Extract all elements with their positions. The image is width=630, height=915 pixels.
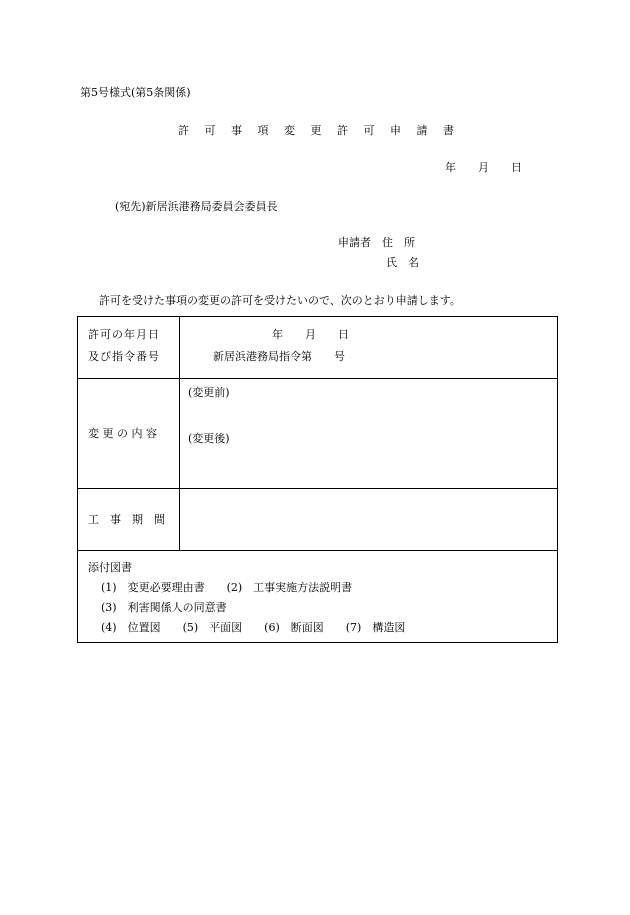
- document-title: 許 可 事 項 変 更 許 可 申 請 書: [178, 124, 460, 137]
- application-date: 年 月 日: [445, 161, 522, 174]
- attachments-line: (1) 変更必要理由書 (2) 工事実施方法説明書: [101, 581, 353, 594]
- form-number: 第5号様式(第5条関係): [80, 86, 191, 99]
- attachments-line: (4) 位置図 (5) 平面図 (6) 断面図 (7) 構造図: [101, 621, 406, 634]
- permit-date-label-line2: 及び指令番号: [88, 350, 160, 363]
- applicant-address-label: 申請者 住 所: [338, 236, 415, 249]
- row-divider: [78, 488, 557, 489]
- attachments-heading: 添付図書: [88, 561, 132, 574]
- applicant-name-label: 氏 名: [386, 256, 419, 269]
- row-divider: [78, 550, 557, 551]
- attachments-line: (3) 利害関係人の同意書: [101, 601, 227, 614]
- change-content-label: 変 更 の 内 容: [88, 427, 157, 440]
- permit-date-label-line1: 許可の年月日: [88, 328, 160, 341]
- intro-text: 許可を受けた事項の変更の許可を受けたいので、次のとおり申請します。: [99, 294, 461, 307]
- work-period-label: 工 事 期 間: [88, 513, 165, 526]
- work-period-field[interactable]: [188, 513, 548, 527]
- addressee: (宛先)新居浜港務局委員会委員長: [115, 200, 278, 213]
- change-before-field[interactable]: (変更前): [188, 386, 230, 399]
- change-after-field[interactable]: (変更後): [188, 432, 230, 445]
- permit-number-field[interactable]: 新居浜港務局指令第 号: [213, 350, 345, 363]
- row-divider: [78, 378, 557, 379]
- permit-date-field[interactable]: 年 月 日: [272, 328, 349, 341]
- column-divider: [179, 317, 180, 550]
- application-form-table: [77, 316, 558, 643]
